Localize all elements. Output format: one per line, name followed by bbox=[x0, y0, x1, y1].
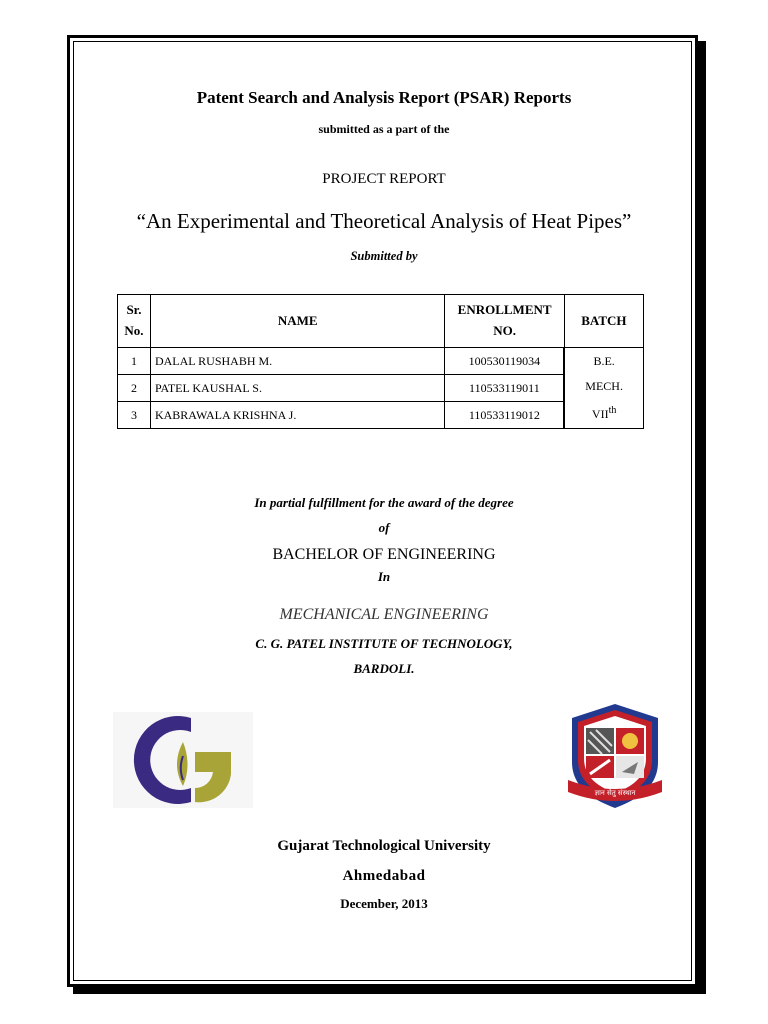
report-date: December, 2013 bbox=[340, 896, 428, 911]
header-batch: BATCH bbox=[564, 295, 643, 348]
cell-sr: 1 bbox=[118, 348, 151, 375]
university-city: Ahmedabad bbox=[342, 868, 426, 884]
in-text: In bbox=[377, 569, 391, 584]
cell-sr: 3 bbox=[118, 402, 151, 429]
cell-enrollment: 110533119011 bbox=[445, 375, 564, 402]
cell-enrollment: 110533119012 bbox=[445, 402, 564, 429]
submitted-by-label: Submitted by bbox=[350, 249, 418, 263]
batch-line-2: MECH. bbox=[585, 379, 623, 394]
batch-line-3-sup: th bbox=[608, 404, 617, 416]
report-title: Patent Search and Analysis Report (PSAR) Reports bbox=[196, 88, 572, 107]
report-subtitle: submitted as a part of the bbox=[318, 122, 450, 136]
degree-name: BACHELOR OF ENGINEERING bbox=[272, 546, 496, 563]
batch-line-1: B.E. bbox=[593, 354, 615, 369]
cell-name: DALAL RUSHABH M. bbox=[150, 348, 445, 375]
cell-enrollment: 100530119034 bbox=[445, 348, 564, 375]
branch-name: MECHANICAL ENGINEERING bbox=[279, 606, 489, 623]
gtu-crest-logo bbox=[562, 700, 668, 810]
of-text: of bbox=[378, 520, 390, 535]
institute-city: BARDOLI. bbox=[353, 661, 415, 676]
table-header-row bbox=[118, 295, 644, 348]
university-name: Gujarat Technological University bbox=[277, 838, 491, 854]
batch-line-3: VII bbox=[591, 406, 609, 421]
cell-batch bbox=[564, 348, 643, 429]
cell-name: KABRAWALA KRISHNA J. bbox=[150, 402, 445, 429]
cgpit-logo bbox=[113, 712, 253, 808]
report-type: PROJECT REPORT bbox=[322, 171, 446, 187]
institute-name: C. G. PATEL INSTITUTE OF TECHNOLOGY, bbox=[255, 636, 513, 651]
crest-motto: ज्ञान सेतु संस्थान bbox=[594, 789, 636, 797]
header-enrollment: ENROLLMENT NO. bbox=[445, 295, 564, 348]
header-sr: Sr. No. bbox=[118, 295, 151, 348]
cell-name: PATEL KAUSHAL S. bbox=[150, 375, 445, 402]
student-table bbox=[117, 294, 644, 429]
table-row bbox=[118, 348, 644, 375]
project-title: “An Experimental and Theoretical Analysis of Heat Pipes” bbox=[136, 209, 632, 233]
header-name: NAME bbox=[150, 295, 445, 348]
fulfillment-text: In partial fulfillment for the award of the degree bbox=[254, 495, 514, 510]
cell-sr: 2 bbox=[118, 375, 151, 402]
